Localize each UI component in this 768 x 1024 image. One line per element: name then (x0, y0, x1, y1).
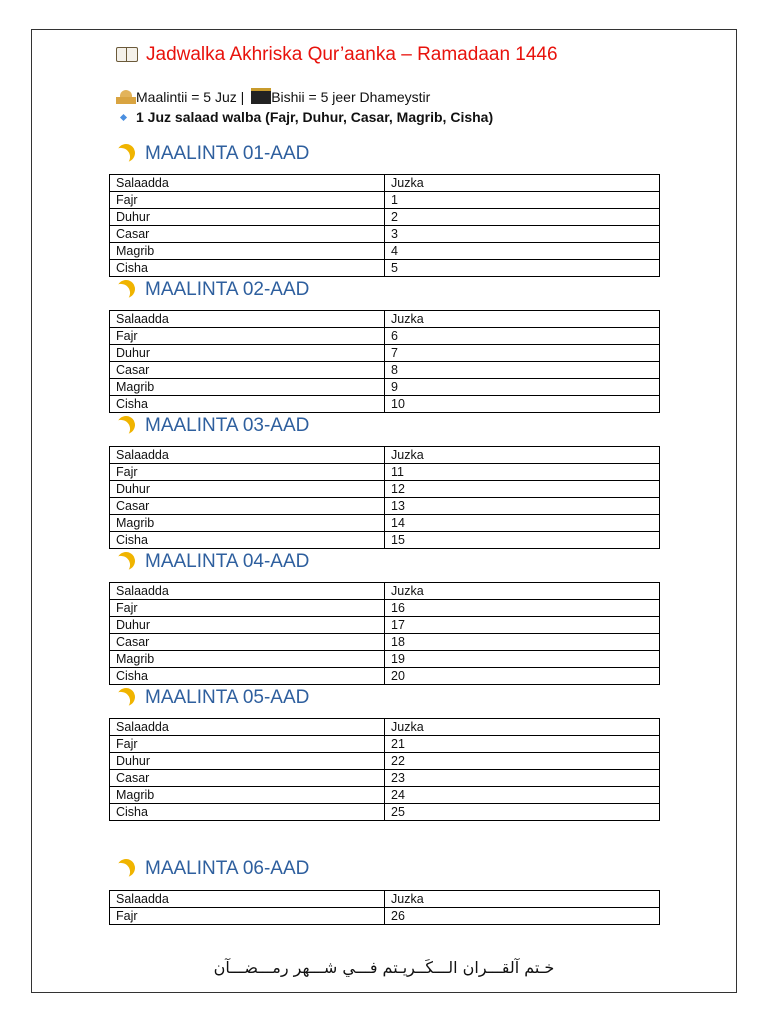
table-row (110, 328, 660, 345)
crescent-moon-icon (114, 413, 137, 436)
day-heading-text: MAALINTA 05-AAD (145, 687, 310, 708)
rule-text: 1 Juz salaad walba (Fajr, Duhur, Casar, Magrib, Cisha) (136, 109, 494, 125)
juz-cell: 13 (385, 498, 660, 515)
juz-cell: 10 (385, 396, 660, 413)
day-heading-text: MAALINTA 02-AAD (145, 279, 310, 300)
table-header-row (110, 719, 660, 736)
prayer-cell: Fajr (110, 908, 385, 925)
prayer-cell: Magrib (110, 243, 385, 260)
table-row (110, 345, 660, 362)
table-row (110, 209, 660, 226)
day-heading (117, 143, 309, 165)
table-row (110, 804, 660, 821)
table-header-row (110, 891, 660, 908)
header-prayer: Salaadda (110, 175, 385, 192)
table-row (110, 226, 660, 243)
mosque-icon (116, 88, 136, 104)
header-juz: Juzka (385, 447, 660, 464)
table-row (110, 192, 660, 209)
juz-cell: 5 (385, 260, 660, 277)
prayer-cell: Magrib (110, 651, 385, 668)
header-juz: Juzka (385, 891, 660, 908)
juz-cell: 25 (385, 804, 660, 821)
juz-cell: 3 (385, 226, 660, 243)
juz-cell: 11 (385, 464, 660, 481)
juz-cell: 9 (385, 379, 660, 396)
crescent-moon-icon (114, 549, 137, 572)
header-prayer: Salaadda (110, 447, 385, 464)
schedule-table (109, 582, 660, 685)
prayer-cell: Magrib (110, 787, 385, 804)
prayer-cell: Fajr (110, 464, 385, 481)
table-row (110, 498, 660, 515)
juz-cell: 26 (385, 908, 660, 925)
daily-text: Maalintii = 5 Juz | (136, 89, 249, 105)
table-row (110, 668, 660, 685)
schedule-table (109, 718, 660, 821)
info-line-rule (121, 109, 493, 125)
schedule-table (109, 890, 660, 925)
table-row (110, 600, 660, 617)
page-title (116, 44, 558, 66)
prayer-cell: Cisha (110, 668, 385, 685)
juz-cell: 17 (385, 617, 660, 634)
table-row (110, 396, 660, 413)
table-header-row (110, 583, 660, 600)
juz-cell: 16 (385, 600, 660, 617)
header-juz: Juzka (385, 175, 660, 192)
header-prayer: Salaadda (110, 311, 385, 328)
header-prayer: Salaadda (110, 891, 385, 908)
table-row (110, 464, 660, 481)
prayer-cell: Cisha (110, 260, 385, 277)
prayer-cell: Fajr (110, 600, 385, 617)
juz-cell: 14 (385, 515, 660, 532)
table-row (110, 362, 660, 379)
crescent-moon-icon (114, 685, 137, 708)
juz-cell: 2 (385, 209, 660, 226)
table-header-row (110, 311, 660, 328)
juz-cell: 7 (385, 345, 660, 362)
day-heading-text: MAALINTA 03-AAD (145, 415, 310, 436)
table-header-row (110, 447, 660, 464)
page-title-text: Jadwalka Akhriska Qur’aanka – Ramadaan 1446 (146, 44, 558, 65)
table-row (110, 532, 660, 549)
day-heading (117, 279, 309, 301)
table-row (110, 617, 660, 634)
table-row (110, 481, 660, 498)
juz-cell: 19 (385, 651, 660, 668)
table-row (110, 770, 660, 787)
juz-cell: 22 (385, 753, 660, 770)
day-heading (117, 858, 309, 880)
prayer-cell: Fajr (110, 328, 385, 345)
prayer-cell: Casar (110, 498, 385, 515)
juz-cell: 1 (385, 192, 660, 209)
schedule-table (109, 446, 660, 549)
monthly-text: Bishii = 5 jeer Dhameystir (271, 89, 431, 105)
header-juz: Juzka (385, 311, 660, 328)
prayer-cell: Cisha (110, 804, 385, 821)
day-heading (117, 551, 309, 573)
table-row (110, 379, 660, 396)
blue-diamond-icon (120, 114, 127, 121)
header-prayer: Salaadda (110, 583, 385, 600)
day-heading-text: MAALINTA 06-AAD (145, 858, 310, 879)
juz-cell: 20 (385, 668, 660, 685)
crescent-moon-icon (114, 141, 137, 164)
table-header-row (110, 175, 660, 192)
table-row (110, 651, 660, 668)
day-heading (117, 687, 309, 709)
kaaba-icon (251, 88, 271, 104)
prayer-cell: Casar (110, 634, 385, 651)
prayer-cell: Magrib (110, 515, 385, 532)
crescent-moon-icon (114, 856, 137, 879)
header-prayer: Salaadda (110, 719, 385, 736)
prayer-cell: Fajr (110, 192, 385, 209)
day-heading-text: MAALINTA 04-AAD (145, 551, 310, 572)
crescent-moon-icon (114, 277, 137, 300)
juz-cell: 24 (385, 787, 660, 804)
juz-cell: 15 (385, 532, 660, 549)
prayer-cell: Duhur (110, 345, 385, 362)
juz-cell: 4 (385, 243, 660, 260)
table-row (110, 908, 660, 925)
juz-cell: 8 (385, 362, 660, 379)
prayer-cell: Casar (110, 362, 385, 379)
prayer-cell: Casar (110, 770, 385, 787)
juz-cell: 21 (385, 736, 660, 753)
footer-arabic-text: خـتم آلقـــران الـــكَــريـتم فـــي شـــهر رمـــضـــآن (213, 958, 555, 977)
prayer-cell: Magrib (110, 379, 385, 396)
table-row (110, 634, 660, 651)
prayer-cell: Duhur (110, 209, 385, 226)
prayer-cell: Cisha (110, 396, 385, 413)
juz-cell: 18 (385, 634, 660, 651)
day-heading (117, 415, 309, 437)
table-row (110, 515, 660, 532)
prayer-cell: Cisha (110, 532, 385, 549)
juz-cell: 6 (385, 328, 660, 345)
day-heading-text: MAALINTA 01-AAD (145, 143, 310, 164)
prayer-cell: Duhur (110, 481, 385, 498)
schedule-table (109, 310, 660, 413)
open-book-icon (116, 46, 138, 62)
info-line-daily (116, 88, 430, 105)
table-row (110, 243, 660, 260)
prayer-cell: Fajr (110, 736, 385, 753)
table-row (110, 787, 660, 804)
schedule-table (109, 174, 660, 277)
juz-cell: 12 (385, 481, 660, 498)
table-row (110, 736, 660, 753)
table-row (110, 260, 660, 277)
table-row (110, 753, 660, 770)
header-juz: Juzka (385, 583, 660, 600)
prayer-cell: Casar (110, 226, 385, 243)
prayer-cell: Duhur (110, 753, 385, 770)
juz-cell: 23 (385, 770, 660, 787)
header-juz: Juzka (385, 719, 660, 736)
prayer-cell: Duhur (110, 617, 385, 634)
